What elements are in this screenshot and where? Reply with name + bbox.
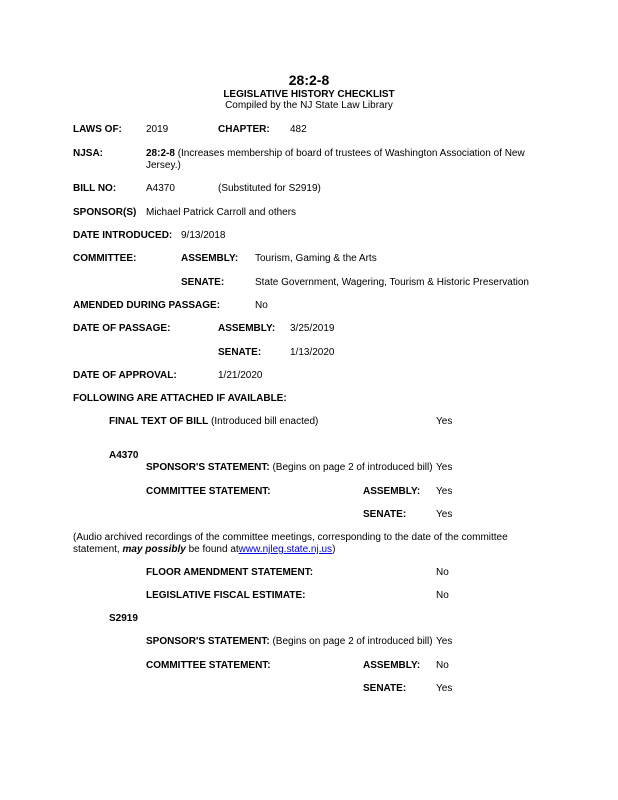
njsa-label: NJSA: — [73, 148, 104, 159]
audio-note-emphasis: may possibly — [122, 544, 186, 555]
date-introduced-label: DATE INTRODUCED: — [73, 230, 173, 241]
laws-of-year: 2019 — [146, 124, 169, 135]
s2919-sponsor-note: (Begins on page 2 of introduced bill) — [272, 636, 433, 647]
s2919-senate-label: SENATE: — [363, 683, 407, 694]
passage-assembly-value: 3/25/2019 — [290, 323, 335, 334]
amended-label: AMENDED DURING PASSAGE: — [73, 300, 221, 311]
a4370-fiscal-label: LEGISLATIVE FISCAL ESTIMATE: — [146, 590, 306, 601]
s2919-assembly-label: ASSEMBLY: — [363, 660, 421, 671]
s2919-senate-value: Yes — [436, 683, 453, 694]
njsa-section: 28:2-8 — [146, 148, 175, 159]
s2919-sponsor-value: Yes — [436, 636, 453, 647]
a4370-floor-value: No — [436, 567, 449, 578]
njsa-line1 — [146, 148, 525, 160]
amended-value: No — [255, 300, 268, 311]
committee-assembly-label: ASSEMBLY: — [181, 253, 239, 264]
a4370-floor-label: FLOOR AMENDMENT STATEMENT: — [146, 567, 314, 578]
laws-of-label: LAWS OF: — [73, 124, 122, 135]
a4370-sponsor-note: (Begins on page 2 of introduced bill) — [272, 462, 433, 473]
committee-label: COMMITTEE: — [73, 253, 137, 264]
a4370-sponsor-row — [146, 462, 433, 474]
approval-label: DATE OF APPROVAL: — [73, 370, 177, 381]
a4370-assembly-value: Yes — [436, 486, 453, 497]
audio-note-line2 — [73, 544, 335, 556]
passage-senate-label: SENATE: — [218, 347, 262, 358]
committee-assembly-value: Tourism, Gaming & the Arts — [255, 253, 377, 264]
final-text-value: Yes — [436, 416, 453, 427]
njleg-link[interactable]: www.njleg.state.nj.us — [238, 544, 333, 555]
s2919-sponsor-label: SPONSOR'S STATEMENT: — [146, 636, 270, 647]
audio-note-pre: statement, — [73, 544, 120, 555]
s2919-heading: S2919 — [109, 613, 138, 624]
checklist-subtitle: LEGISLATIVE HISTORY CHECKLIST — [223, 89, 395, 100]
bill-no-label: BILL NO: — [73, 183, 117, 194]
committee-senate-value: State Government, Wagering, Tourism & Historic Preservation — [255, 277, 529, 288]
chapter-label: CHAPTER: — [218, 124, 270, 135]
chapter-value: 482 — [290, 124, 307, 135]
sponsor-value: Michael Patrick Carroll and others — [146, 207, 297, 218]
a4370-assembly-label: ASSEMBLY: — [363, 486, 421, 497]
s2919-committee-label: COMMITTEE STATEMENT: — [146, 660, 271, 671]
njsa-desc-line2: Jersey.) — [146, 160, 181, 171]
committee-senate-label: SENATE: — [181, 277, 225, 288]
date-introduced-value: 9/13/2018 — [181, 230, 226, 241]
a4370-committee-label: COMMITTEE STATEMENT: — [146, 486, 271, 497]
passage-assembly-label: ASSEMBLY: — [218, 323, 276, 334]
bill-no-value: A4370 — [146, 183, 175, 194]
page-title: 28:2-8 — [288, 72, 330, 88]
s2919-assembly-value: No — [436, 660, 449, 671]
compiled-by: Compiled by the NJ State Law Library — [225, 100, 393, 111]
a4370-fiscal-value: No — [436, 590, 449, 601]
s2919-sponsor-row — [146, 636, 433, 648]
a4370-heading: A4370 — [109, 450, 139, 461]
njsa-desc-line1: (Increases membership of board of trustees of Washington Association of New — [177, 148, 525, 159]
passage-senate-value: 1/13/2020 — [290, 347, 335, 358]
attached-heading: FOLLOWING ARE ATTACHED IF AVAILABLE: — [73, 393, 287, 404]
audio-note-mid: be found at — [188, 544, 239, 555]
passage-label: DATE OF PASSAGE: — [73, 323, 171, 334]
bill-no-note: (Substituted for S2919) — [218, 183, 321, 194]
approval-value: 1/21/2020 — [218, 370, 263, 381]
final-text-row — [109, 416, 318, 428]
a4370-sponsor-value: Yes — [436, 462, 453, 473]
audio-note-post: ) — [332, 544, 336, 555]
a4370-senate-value: Yes — [436, 509, 453, 520]
audio-note-line1: (Audio archived recordings of the committee meetings, corresponding to the date of the committee — [73, 532, 508, 543]
sponsor-label: SPONSOR(S) — [73, 207, 137, 218]
a4370-sponsor-label: SPONSOR'S STATEMENT: — [146, 462, 270, 473]
final-text-note: (Introduced bill enacted) — [211, 416, 319, 427]
final-text-label: FINAL TEXT OF BILL — [109, 416, 209, 427]
a4370-senate-label: SENATE: — [363, 509, 407, 520]
